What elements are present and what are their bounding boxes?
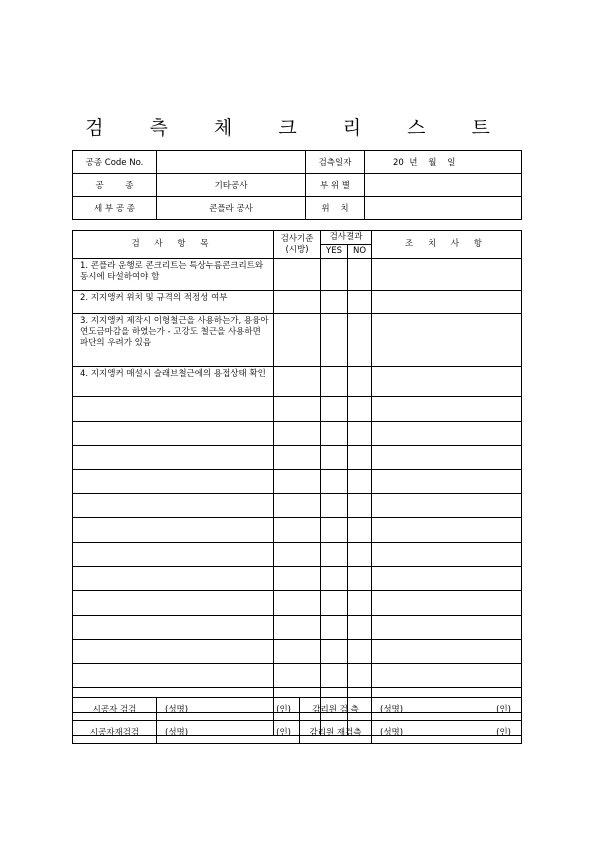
detail-work-field[interactable]: 콘플라 공사 [157,197,306,220]
yes-cell[interactable] [321,494,348,518]
result-header: 검사결과 [321,231,372,245]
no-cell[interactable] [348,640,372,664]
yes-cell[interactable] [321,640,348,664]
no-cell[interactable] [348,446,372,470]
work-type-field[interactable]: 기타공사 [157,174,306,197]
checklist-item: 4. 지지앵커 매설시 슬래브철근에의 용접상태 확인 [73,367,274,397]
contractor-reinspect-sign[interactable] [157,721,300,744]
yes-cell[interactable] [321,518,348,543]
item-header: 검 사 항 목 [73,231,274,259]
action-cell[interactable] [372,446,522,470]
contractor-reinspect-label: 시공자재검검 [73,721,157,744]
action-cell[interactable] [372,314,522,367]
inspect-date-field[interactable]: 20 년 월 일 [365,151,522,174]
inspect-date-label: 검측일자 [306,151,365,174]
standard-cell[interactable] [274,494,321,518]
action-cell[interactable] [372,543,522,567]
action-cell[interactable] [372,422,522,446]
sign-name: (성명) [380,728,404,738]
standard-cell[interactable] [274,543,321,567]
work-type-label: 공 종 [73,174,157,197]
standard-cell[interactable] [274,367,321,397]
supervisor-inspect-label: 감리원 검 측 [300,698,372,721]
item-cell[interactable] [73,397,274,422]
page-title: 검 측 체 크 리 스 트 [85,117,510,139]
no-cell[interactable] [348,367,372,397]
standard-cell[interactable] [274,591,321,616]
checklist-item: 3. 지지앵커 제작시 이형철근을 사용하는가, 용융아연도금마감을 하였는가 - 고강도 철근을 사용하면 파단의 우려가 있음 [73,314,274,367]
action-header: 조 치 사 항 [372,231,522,259]
no-cell[interactable] [348,664,372,688]
item-cell[interactable] [73,664,274,688]
position-label: 위 치 [306,197,365,220]
no-cell[interactable] [348,259,372,291]
action-cell[interactable] [372,567,522,591]
sign-name: (성명) [165,705,189,715]
standard-cell[interactable] [274,397,321,422]
blank-row [73,591,522,616]
no-cell[interactable] [348,518,372,543]
standard-cell[interactable] [274,291,321,314]
standard-cell[interactable] [274,314,321,367]
standard-cell[interactable] [274,446,321,470]
item-cell[interactable] [73,470,274,494]
no-cell[interactable] [348,591,372,616]
action-cell[interactable] [372,664,522,688]
blank-row [73,664,522,688]
yes-cell[interactable] [321,470,348,494]
item-cell[interactable] [73,422,274,446]
contractor-inspect-label: 시공자 검검 [73,698,157,721]
item-cell[interactable] [73,591,274,616]
no-cell[interactable] [348,422,372,446]
standard-cell[interactable] [274,259,321,291]
action-cell[interactable] [372,518,522,543]
action-cell[interactable] [372,397,522,422]
standard-cell[interactable] [274,518,321,543]
blank-row [73,616,522,640]
sign-seal: (인) [276,728,291,738]
item-cell[interactable] [73,640,274,664]
signature-table [72,697,522,744]
location-field[interactable] [365,174,522,197]
yes-cell[interactable] [321,567,348,591]
no-cell[interactable] [348,567,372,591]
checklist-table [72,230,522,736]
yes-cell[interactable] [321,591,348,616]
sign-seal: (인) [276,705,291,715]
no-header: NO [348,245,372,259]
standard-cell[interactable] [274,664,321,688]
yes-header: YES [321,245,348,259]
supervisor-reinspect-label: 감리원 재검측 [300,721,372,744]
yes-cell[interactable] [321,664,348,688]
standard-header-line1: 검사기준 [280,233,314,244]
sign-name: (성명) [380,705,404,715]
item-cell[interactable] [73,446,274,470]
sign-seal: (인) [496,728,511,738]
action-cell[interactable] [372,640,522,664]
location-label: 부 위 별 [306,174,365,197]
item-cell[interactable] [73,494,274,518]
supervisor-reinspect-sign[interactable] [372,721,522,744]
action-cell[interactable] [372,367,522,397]
checklist-item: 2. 지지앵커 위치 및 규격의 적정성 여부 [73,291,274,314]
detail-work-label: 세 부 공 종 [73,197,157,220]
yes-cell[interactable] [321,543,348,567]
standard-cell[interactable] [274,640,321,664]
item-cell[interactable] [73,567,274,591]
blank-row [73,446,522,470]
supervisor-inspect-sign[interactable] [372,698,522,721]
yes-cell[interactable] [321,259,348,291]
blank-row [73,422,522,446]
position-field[interactable] [365,197,522,220]
no-cell[interactable] [348,397,372,422]
work-code-label: 공종 Code No. [73,151,157,174]
no-cell[interactable] [348,616,372,640]
standard-cell[interactable] [274,470,321,494]
contractor-inspect-sign[interactable] [157,698,300,721]
standard-cell[interactable] [274,422,321,446]
item-cell[interactable] [73,518,274,543]
yes-cell[interactable] [321,422,348,446]
yes-cell[interactable] [321,291,348,314]
blank-row [73,397,522,422]
yes-cell[interactable] [321,367,348,397]
info-table [72,150,522,220]
work-code-field[interactable] [157,151,306,174]
no-cell[interactable] [348,494,372,518]
blank-row [73,470,522,494]
action-cell[interactable] [372,470,522,494]
standard-cell[interactable] [274,567,321,591]
no-cell[interactable] [348,543,372,567]
no-cell[interactable] [348,291,372,314]
standard-header [274,231,321,259]
blank-row [73,543,522,567]
action-cell[interactable] [372,494,522,518]
no-cell[interactable] [348,314,372,367]
item-cell[interactable] [73,543,274,567]
no-cell[interactable] [348,470,372,494]
sign-name: (성명) [165,728,189,738]
sign-seal: (인) [496,705,511,715]
action-cell[interactable] [372,259,522,291]
action-cell[interactable] [372,591,522,616]
yes-cell[interactable] [321,314,348,367]
standard-cell[interactable] [274,616,321,640]
checklist-item: 1. 콘플라 운행로 콘크리트는 특상누름콘크리트와 동시에 타설하여야 함 [73,259,274,291]
yes-cell[interactable] [321,397,348,422]
blank-row [73,518,522,543]
blank-row [73,494,522,518]
action-cell[interactable] [372,616,522,640]
blank-row [73,640,522,664]
blank-row [73,567,522,591]
yes-cell[interactable] [321,616,348,640]
item-cell[interactable] [73,616,274,640]
standard-header-line2: (시방) [285,244,309,255]
yes-cell[interactable] [321,446,348,470]
action-cell[interactable] [372,291,522,314]
